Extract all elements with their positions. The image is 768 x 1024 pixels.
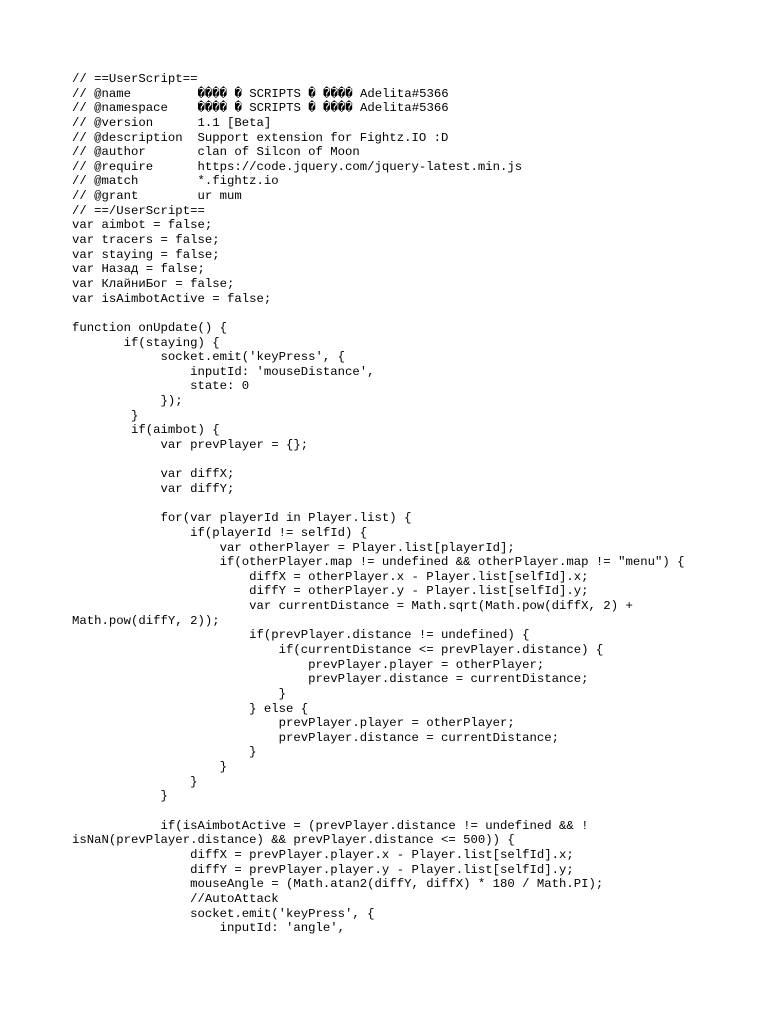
code-line: if(playerId != selfId) {	[72, 525, 368, 540]
code-line: diffY = prevPlayer.player.y - Player.list[selfId].y;	[72, 862, 574, 877]
code-line: }	[72, 745, 257, 760]
code-line: var staying = false;	[72, 247, 220, 262]
code-line: var diffY;	[72, 481, 235, 496]
code-line: }	[72, 774, 198, 789]
code-line: // @name ���� � SCRIPTS � ���� Adelita#5366	[72, 86, 449, 101]
code-line: var prevPlayer = {};	[72, 438, 309, 453]
code-line: if(currentDistance <= prevPlayer.distance) {	[72, 642, 604, 657]
code-line: // @match *.fightz.io	[72, 174, 279, 189]
code-line: function onUpdate() {	[72, 320, 227, 335]
code-line: // @grant ur mum	[72, 189, 242, 204]
code-line: // @author clan of Silcon of Moon	[72, 145, 360, 160]
code-line	[72, 453, 712, 468]
code-line: // ==/UserScript==	[72, 203, 205, 218]
code-line: }	[72, 408, 139, 423]
code-line: // @version 1.1 [Beta]	[72, 115, 272, 130]
code-line: socket.emit('keyPress', {	[72, 350, 346, 365]
code-line: // @require https://code.jquery.com/jquery-latest.min.js	[72, 159, 523, 174]
code-line	[72, 306, 712, 321]
code-line: if(isAimbotActive = (prevPlayer.distance != undefined && !	[72, 818, 589, 833]
code-line: if(staying) {	[72, 335, 220, 350]
code-line: }	[72, 686, 287, 701]
code-line: mouseAngle = (Math.atan2(diffY, diffX) * 180 / Math.PI);	[72, 877, 604, 892]
code-line: inputId: 'mouseDistance',	[72, 364, 375, 379]
code-block	[72, 72, 712, 936]
code-line: // @description Support extension for Fightz.IO :D	[72, 130, 449, 145]
code-line: var diffX;	[72, 467, 235, 482]
code-line: socket.emit('keyPress', {	[72, 906, 375, 921]
code-line: diffX = prevPlayer.player.x - Player.list[selfId].x;	[72, 847, 574, 862]
code-line: var otherPlayer = Player.list[playerId];	[72, 540, 515, 555]
code-line: prevPlayer.player = otherPlayer;	[72, 716, 515, 731]
code-line: var aimbot = false;	[72, 218, 213, 233]
code-line: for(var playerId in Player.list) {	[72, 511, 412, 526]
code-line: if(prevPlayer.distance != undefined) {	[72, 628, 530, 643]
code-line: state: 0	[72, 379, 250, 394]
code-line	[72, 497, 712, 512]
code-line: } else {	[72, 701, 309, 716]
code-line: var isAimbotActive = false;	[72, 291, 272, 306]
code-line: //AutoAttack	[72, 891, 279, 906]
code-line: var tracers = false;	[72, 233, 220, 248]
code-line: });	[72, 394, 183, 409]
code-line: inputId: 'angle',	[72, 921, 346, 936]
code-line	[72, 804, 712, 819]
code-line: prevPlayer.distance = currentDistance;	[72, 730, 560, 745]
code-line: diffX = otherPlayer.x - Player.list[selfId].x;	[72, 569, 589, 584]
code-line: isNaN(prevPlayer.distance) && prevPlayer.distance <= 500)) {	[72, 833, 515, 848]
code-line: if(otherPlayer.map != undefined && otherPlayer.map != "menu") {	[72, 555, 685, 570]
code-line: prevPlayer.player = otherPlayer;	[72, 657, 545, 672]
code-line: if(aimbot) {	[72, 423, 220, 438]
code-line: var Назад = false;	[72, 262, 205, 277]
code-line: // ==UserScript==	[72, 72, 198, 86]
code-line: // @namespace ���� � SCRIPTS � ���� Adelita#5366	[72, 101, 449, 116]
code-line: Math.pow(diffY, 2));	[72, 613, 220, 628]
code-line: }	[72, 760, 227, 775]
code-line: }	[72, 789, 168, 804]
code-line: diffY = otherPlayer.y - Player.list[selfId].y;	[72, 584, 589, 599]
code-line: var КлайниБог = false;	[72, 276, 235, 291]
code-line: prevPlayer.distance = currentDistance;	[72, 672, 589, 687]
code-line: var currentDistance = Math.sqrt(Math.pow(diffX, 2) +	[72, 599, 633, 614]
